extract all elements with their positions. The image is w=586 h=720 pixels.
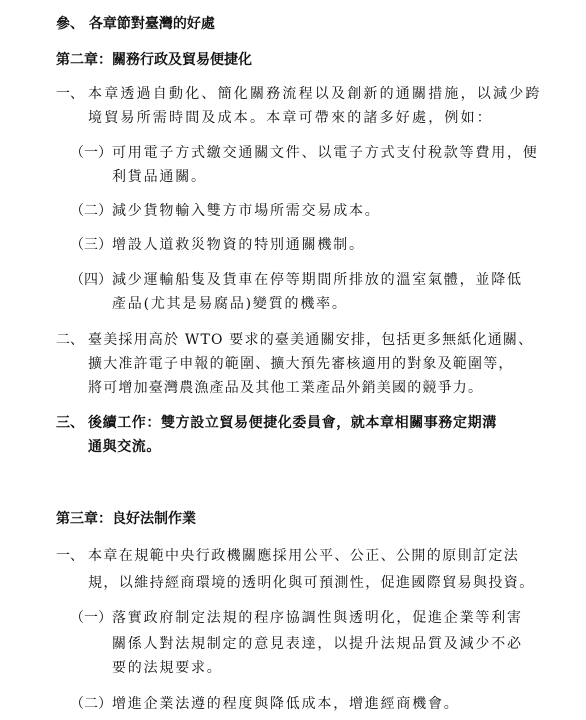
ch2-item2-line: 將可增加臺灣農漁產品及其他工業產品外銷美國的競爭力。 xyxy=(88,380,484,396)
ch2-item3-marker: 三、 xyxy=(56,415,84,431)
chapter-3-title: 第三章：良好法制作業 xyxy=(56,511,196,527)
ch3-sub1-line: 要的法規要求。 xyxy=(112,660,223,676)
ch3-item1-line: 規，以維持經商環境的透明化與可預測性，促進國際貿易與投資。 xyxy=(88,575,535,591)
ch2-sub1-line: 可用電子方式繳交通關文件、以電子方式支付稅款等費用，便 xyxy=(112,145,539,161)
ch2-sub4-line: 減少運輸船隻及貨車在停等期間所排放的溫室氣體，並降低 xyxy=(112,272,523,288)
ch2-sub3-marker: （三） xyxy=(70,237,112,253)
ch3-sub1-line: 關係人對法規制定的意見表達，以提升法規品質及減少不必 xyxy=(112,636,523,652)
ch3-sub2-marker: （二） xyxy=(70,696,112,712)
ch3-item1-line: 本章在規範中央行政機關應採用公平、公正、公開的原則訂定法 xyxy=(88,548,520,564)
ch3-sub2-line: 增進企業法遵的程度與降低成本，增進經商機會。 xyxy=(112,696,460,712)
ch3-sub1-line: 落實政府制定法規的程序協調性與透明化，促進企業等利害 xyxy=(112,610,523,626)
ch2-item3-line: 後續工作：雙方設立貿易便捷化委員會，就本章相關事務定期溝 xyxy=(88,415,497,431)
ch2-sub4-line: 產品(尤其是易腐品)變質的機率。 xyxy=(112,296,348,312)
ch3-item1-marker: 一、 xyxy=(56,548,84,564)
section-title: 參、 各章節對臺灣的好處 xyxy=(56,16,215,32)
ch2-item1-line: 境貿易所需時間及成本。本章可帶來的諸多好處，例如： xyxy=(88,110,493,126)
ch2-sub3-line: 增設人道救災物資的特別通關機制。 xyxy=(112,237,365,253)
ch2-item1-marker: 一、 xyxy=(56,86,84,102)
ch2-item2-line: 擴大准許電子申報的範圍、擴大預先審核適用的對象及範圍等， xyxy=(88,356,514,372)
ch2-item1-line: 本章透過自動化、簡化關務流程以及創新的通關措施，以減少跨 xyxy=(88,86,542,102)
ch2-item2-marker: 二、 xyxy=(56,332,84,348)
chapter-2-title: 第二章：關務行政及貿易便捷化 xyxy=(56,52,252,68)
ch3-sub1-marker: （一） xyxy=(70,610,112,626)
ch2-item2-line: 臺美採用高於 WTO 要求的臺美通關安排，包括更多無紙化通關、 xyxy=(88,332,534,348)
ch2-sub4-marker: （四） xyxy=(70,272,112,288)
ch2-sub2-marker: （二） xyxy=(70,203,112,219)
ch2-item3-line: 通與交流。 xyxy=(88,439,161,455)
ch2-sub2-line: 減少貨物輸入雙方市場所需交易成本。 xyxy=(112,203,381,219)
ch2-sub1-marker: （一） xyxy=(70,145,112,161)
ch2-sub1-line: 利貨品通關。 xyxy=(112,169,207,185)
